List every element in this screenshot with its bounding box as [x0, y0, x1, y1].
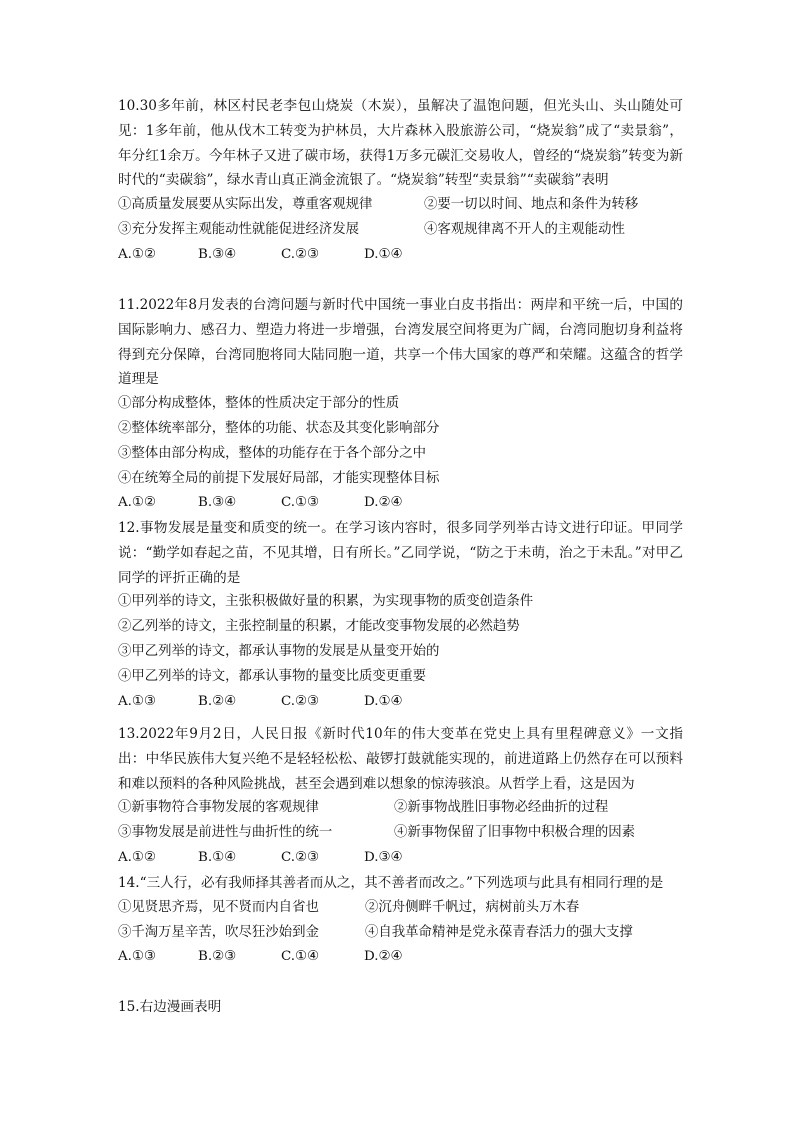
question-14-option-3: ③千淘万星辛苦，吹尽狂沙始到金 [118, 924, 319, 940]
question-11-stem: 11.2022年8月发表的台湾问题与新时代中国统一事业白皮书指出：两岸和平统一后，中国的国际影响力、感召力、塑造力将进一步增强，台湾发展空间将更为广阔，台湾同胞切身利益将得到充分保障，台湾同胞将同大陆同胞一道，共享一个伟大国家的尊严和荣耀。这蕴含的哲学道理是 [118, 297, 683, 388]
question-11-answer-b: B.③④ [198, 495, 237, 511]
question-14-answer-a: A.①③ [118, 949, 156, 965]
question-10-answers [118, 243, 683, 268]
question-13 [118, 722, 683, 871]
question-12-answer-a: A.①③ [118, 693, 156, 709]
question-14-answer-c: C.①④ [281, 949, 320, 965]
question-13-answer-a: A.①② [118, 849, 156, 865]
question-14-options-row-1 [118, 896, 683, 921]
question-11-option-4: ④在统筹全局的前提下发展好局部，才能实现整体目标 [118, 470, 440, 486]
question-12-answer-d: D.①④ [364, 693, 403, 709]
question-13-option-2: ②新事物战胜旧事物必经曲折的过程 [394, 800, 609, 816]
question-12-option-4: ④甲乙列举的诗文，都承认事物的量变比质变更重要 [118, 668, 426, 684]
question-13-option-4: ④新事物保留了旧事物中积极合理的因素 [394, 825, 636, 841]
question-12-answers [118, 690, 683, 715]
question-11-answers [118, 491, 683, 516]
question-10-answer-b: B.③④ [198, 246, 237, 262]
question-13-answers [118, 846, 683, 871]
question-10-stem: 10.30多年前，林区村民老李包山烧炭（木炭），虽解决了温饱问题，但光头山、头山随处可见：1多年前，他从伐木工转变为护林员，大片森林入股旅游公司，“烧炭翁”成了“卖景翁”，年分红1余万。今年林子又进了碳市场，获得1万多元碳汇交易收人，曾经的“烧炭翁”转变为新时代的“卖碳翁”，绿水青山真正淌金流银了。“烧炭翁”转型“卖景翁”“卖碳翁”表明 [118, 98, 683, 189]
question-12-option-2: ②乙列举的诗文，主张控制量的积累，才能改变事物发展的必然趋势 [118, 619, 520, 635]
question-14-option-1: ①见贤思齐焉，见不贤而内自省也 [118, 899, 319, 915]
question-14-answer-b: B.②③ [198, 949, 237, 965]
question-14-stem: 14.“三人行，必有我师择其善者而从之，其不善者而改之。”下列选项与此具有相同行理的是 [118, 875, 664, 891]
question-12-answer-b: B.②④ [198, 693, 237, 709]
question-14-option-2: ②沉舟侧畔千帆过，病树前头万木春 [365, 899, 580, 915]
question-12-option-3: ③甲乙列举的诗文，都承认事物的发展是从量变开始的 [118, 643, 440, 659]
question-11-answer-d: D.②④ [364, 495, 403, 511]
question-12-stem: 12.事物发展是量变和质变的统一。在学习该内容时，很多同学列举古诗文进行印证。甲同学说：“勤学如春起之苗，不见其增，日有所长。”乙同学说，“防之于未萌，治之于未乱。”对甲乙同学的评折正确的是 [118, 520, 683, 586]
question-11-answer-c: C.①③ [281, 495, 320, 511]
question-14-answers [118, 945, 683, 970]
question-10-options-row-1 [118, 193, 683, 218]
question-11-option-2: ②整体统率部分，整体的功能、状态及其变化影响部分 [118, 420, 440, 436]
question-11 [118, 293, 683, 516]
question-13-answer-d: D.③④ [364, 849, 403, 865]
question-11-option-1: ①部分构成整体，整体的性质决定于部分的性质 [118, 396, 400, 412]
question-12-option-1: ①甲列举的诗文，主张积极做好量的积累，为实现事物的质变创造条件 [118, 594, 534, 610]
question-10 [118, 94, 683, 268]
question-13-answer-b: B.①④ [198, 849, 237, 865]
question-11-option-3: ③整体由部分构成，整体的功能存在于各个部分之中 [118, 445, 426, 461]
question-14 [118, 871, 683, 970]
question-10-answer-c: C.②③ [281, 246, 320, 262]
question-11-answer-a: A.①② [118, 495, 156, 511]
question-10-answer-a: A.①② [118, 246, 156, 262]
question-13-answer-c: C.②③ [281, 849, 320, 865]
question-10-answer-d: D.①④ [364, 246, 403, 262]
question-10-option-4: ④客观规律离不开人的主观能动性 [424, 221, 625, 237]
question-12-answer-c: C.②③ [281, 693, 320, 709]
question-14-option-4: ④自我革命精神是党永葆青春活力的强大支撑 [365, 924, 633, 940]
question-14-options-row-2 [118, 921, 683, 946]
question-13-options-row-1 [118, 796, 683, 821]
question-13-options-row-2 [118, 821, 683, 846]
question-13-option-3: ③事物发展是前进性与曲折性的统一 [118, 825, 333, 841]
question-14-answer-d: D.②④ [364, 949, 403, 965]
question-10-option-2: ②要一切以时间、地点和条件为转移 [424, 197, 639, 213]
question-10-options-row-2 [118, 218, 683, 243]
question-10-option-1: ①高质量发展要从实际出发，尊重客观规律 [118, 197, 373, 213]
question-15 [118, 995, 683, 1020]
question-10-option-3: ③充分发挥主观能动性就能促进经济发展 [118, 221, 360, 237]
question-13-option-1: ①新事物符合事物发展的客观规律 [118, 800, 319, 816]
question-12 [118, 516, 683, 714]
question-13-stem: 13.2022年9月2日，人民日报《新时代10年的伟大变革在党史上具有里程碑意义》一文指出：中华民族伟大复兴绝不是轻轻松松、敲锣打鼓就能实现的，前进道路上仍然存在可以预料和难以预料的各种风险挑战，甚至会遇到难以想象的惊涛骇浪。从哲学上看，这是因为 [118, 726, 683, 792]
question-15-stem: 15.右边漫画表明 [118, 999, 222, 1015]
